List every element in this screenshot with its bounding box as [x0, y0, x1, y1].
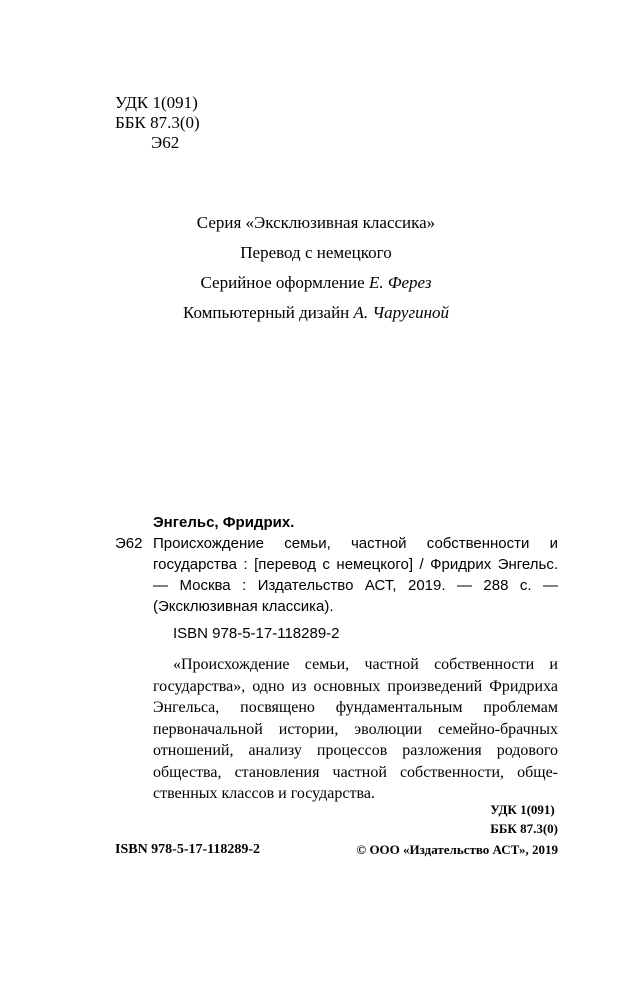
computer-design-line [0, 298, 632, 328]
author-heading: Энгельс, Фридрих. [153, 514, 295, 531]
udk-code-bottom: УДК 1(091) [490, 802, 555, 817]
computer-designer-name: А. Чаругиной [353, 303, 450, 322]
translation-line: Перевод с немецкого [240, 243, 392, 262]
footer-copyright: © ООО «Издательство АСТ», 2019 [356, 842, 558, 857]
series-line: Серия «Эксклюзивная классика» [196, 213, 436, 232]
computer-prefix: Компьютерный дизайн [182, 303, 354, 322]
udk-code: УДК 1(091) [115, 93, 198, 112]
bbk-code: ББК 87.3(0) [115, 113, 200, 132]
bibliographic-description: Происхождение семьи, частной собственности и государства : [перевод с немецкого] / Фридрих Энгельс. — Москва : Издательство АСТ, 2019. — 288 с. — (Эксклюзивная классика). [153, 535, 558, 615]
bibliographic-record [115, 512, 558, 805]
design-prefix: Серийное оформление [200, 273, 369, 292]
bbk-code-bottom: ББК 87.3(0) [490, 821, 558, 836]
footer-isbn: ISBN 978-5-17-118289-2 [115, 842, 261, 857]
annotation: «Происхождение семьи, частной собственности и государства», одно из основных произведений Фридриха Энгельса, посвящено фундаментальным проблемам первоначальной истории, эволюции семейно-брачных отношений, анализу процессов разложения родового общества, становления частной собственности, общественных классов и государства. [153, 656, 558, 802]
author-sign: Э62 [151, 133, 180, 152]
author-sign-code: Э62 [115, 535, 143, 552]
designer-name: Е. Ферез [368, 273, 432, 292]
udk-block-bottom [490, 800, 558, 838]
credits-block [0, 208, 632, 328]
udk-block-top [115, 93, 200, 153]
record-isbn: ISBN 978-5-17-118289-2 [173, 625, 340, 642]
description-row [115, 533, 558, 617]
design-line [0, 268, 632, 298]
